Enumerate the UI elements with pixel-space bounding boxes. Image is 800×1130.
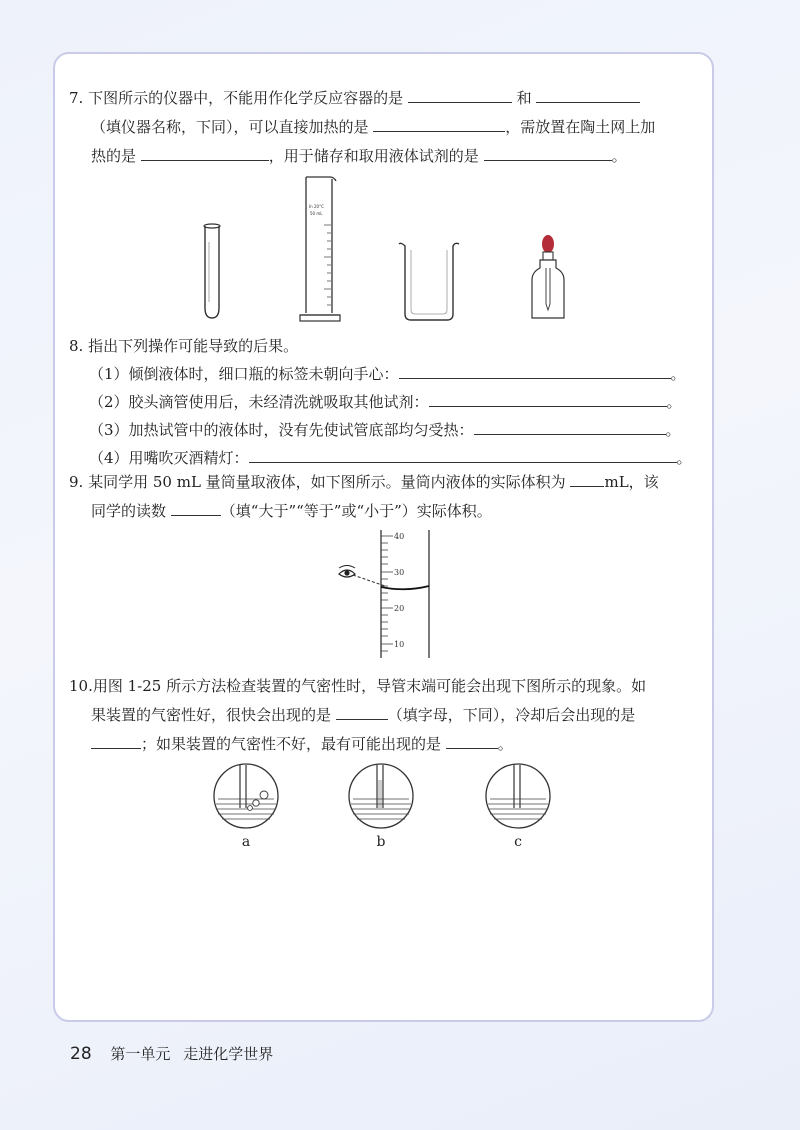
- question-7: [69, 84, 699, 171]
- unit-title: 走进化学世界: [183, 1045, 274, 1063]
- bubble-diagram-a: [212, 762, 280, 830]
- page-footer: [70, 1043, 273, 1064]
- q8-blank-1[interactable]: [399, 362, 671, 379]
- q8-blank-2[interactable]: [429, 390, 667, 407]
- beaker-illustration: [397, 240, 461, 324]
- label-a: a: [241, 834, 251, 850]
- bubble-diagram-b: [347, 762, 415, 830]
- q10-text-1: 用图 1-25 所示方法检查装置的气密性时，导管末端可能会出现下图所示的现象。如: [92, 677, 647, 695]
- cylinder-marking-2: 50 mL: [310, 211, 323, 216]
- q7-blank-3[interactable]: [373, 115, 505, 132]
- q8-item-1: （1）倾倒液体时，细口瓶的标签未朝向手心： 。: [69, 360, 699, 388]
- question-10: [69, 672, 699, 759]
- q10-number: 10.: [69, 677, 93, 695]
- dropper-bottle-illustration: [528, 234, 568, 324]
- q7-blank-4[interactable]: [141, 144, 269, 161]
- question-9: [69, 468, 699, 526]
- q9-blank-2[interactable]: [171, 499, 221, 516]
- q8-item-4: （4）用嘴吹灭酒精灯： 。: [69, 444, 699, 472]
- q7-number: 7.: [69, 89, 84, 107]
- scale-label-10: 10: [394, 640, 405, 649]
- q7-blank-2[interactable]: [536, 86, 640, 103]
- q9-number: 9.: [69, 473, 84, 491]
- cylinder-marking-1: In 20°C: [309, 204, 324, 209]
- q10-text-5: 。: [497, 735, 513, 753]
- q7-blank-1[interactable]: [408, 86, 512, 103]
- q7-text-3: （填仪器名称，下同），可以直接加热的是: [91, 118, 369, 136]
- eye-icon: [339, 566, 355, 578]
- q7-blank-5[interactable]: [484, 144, 612, 161]
- q8-number: 8.: [69, 337, 84, 355]
- scale-label-30: 30: [394, 568, 405, 577]
- page-number: 28: [70, 1044, 92, 1064]
- q10-blank-3[interactable]: [446, 732, 498, 749]
- q10-text-3: （填字母，下同），冷却后会出现的是: [387, 706, 636, 724]
- q9-text-3: 同学的读数: [91, 502, 167, 520]
- q9-text-4: （填“大于”“等于”或“小于”）实际体积。: [220, 502, 492, 520]
- q7-text-1: 下图所示的仪器中，不能用作化学反应容器的是: [88, 89, 404, 107]
- q10-blank-2[interactable]: [91, 732, 141, 749]
- scale-label-40: 40: [394, 532, 405, 541]
- q9-text-1: 某同学用 50 mL 量筒量取液体，如下图所示。量筒内液体的实际体积为: [88, 473, 566, 491]
- q10-text-2: 果装置的气密性好，很快会出现的是: [91, 706, 332, 724]
- unit-name: 第一单元: [110, 1045, 171, 1063]
- q7-text-6: ，用于储存和取用液体试剂的是: [268, 147, 479, 165]
- q8-blank-4[interactable]: [249, 446, 677, 463]
- q10-text-4: ；如果装置的气密性不好，最有可能出现的是: [141, 735, 442, 753]
- cylinder-reading-diagram: [335, 530, 445, 660]
- question-8: [69, 332, 699, 472]
- test-tube-illustration: [200, 222, 224, 322]
- label-c: c: [514, 834, 522, 850]
- q7-text-5: 热的是: [91, 147, 137, 165]
- q7-text-7: 。: [611, 147, 627, 165]
- graduated-cylinder-illustration: [298, 175, 348, 327]
- label-b: b: [376, 834, 386, 850]
- q8-item-2: （2）胶头滴管使用后，未经清洗就吸取其他试剂： 。: [69, 388, 699, 416]
- q8-item-3: （3）加热试管中的液体时，没有先使试管底部均匀受热： 。: [69, 416, 699, 444]
- q9-text-2: mL，该: [604, 473, 659, 491]
- scale-label-20: 20: [394, 604, 405, 613]
- q9-blank-1[interactable]: [570, 470, 604, 487]
- q7-text-2: 和: [516, 89, 532, 107]
- q8-blank-3[interactable]: [474, 418, 666, 435]
- q7-text-4: ，需放置在陶土网上加: [505, 118, 656, 136]
- q10-blank-1[interactable]: [336, 703, 388, 720]
- bubble-diagram-c: [484, 762, 552, 830]
- q8-title: 指出下列操作可能导致的后果。: [88, 337, 299, 355]
